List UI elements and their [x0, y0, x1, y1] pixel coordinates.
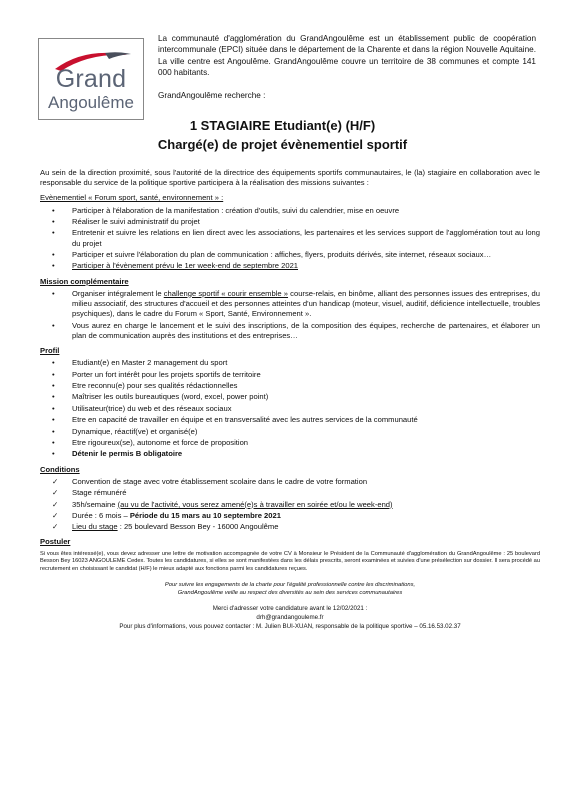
- intro-paragraph: La communauté d'agglomération du GrandAngoulême est un établissement public de coopération intercommunale (EPCI) située dans le département de la Charente et dans la région Nouvelle Aquitaine. La ville centre est Angoulême. GrandAngoulême couvre un territoire de 38 communes et compte 141 000 habitants.: [158, 34, 536, 77]
- postuler-paragraph: Si vous êtes intéressé(e), vous devez adresser une lettre de motivation accompagnée de votre CV à Monsieur le Président de la Communauté d'agglomération du GrandAngoulême : 25 boulevard Besson Bey 16023 ANGOULEME Cedex. Toutes les candidatures, si elles se sont manifestées dans les délais prescrits, seront examinées et suivies d'une présélection sur dossier. Il sera procédé au recrutement en choisissant le candidat (H/F) le mieux adapté aux fonctions parmi les candidatures reçues.: [40, 550, 540, 573]
- list-item: • Vous aurez en charge le lancement et le suivi des inscriptions, de la composition des équipes, recherche de partenaires, et élaborer un plan de communication auprès des institutions et des entreprises…: [52, 320, 540, 340]
- list-item: • Etre en capacité de travailler en équipe et en transversalité avec les autres services de la communauté: [52, 415, 418, 425]
- deadline-line: Merci d'adresser votre candidature avant le 12/02/2021 :: [212, 605, 368, 613]
- list-item: • Dynamique, réactif(ve) et organisé(e): [52, 426, 198, 436]
- list-item: • Maîtriser les outils bureautiques (word, excel, power point): [52, 392, 269, 402]
- check-icon: ✓: [52, 522, 59, 532]
- check-icon: ✓: [52, 476, 59, 486]
- list-item: • Participer à l'élaboration de la manifestation : création d'outils, suivi du calendrier, mise en oeuvre: [52, 205, 400, 215]
- context-paragraph: Au sein de la direction proximité, sous l'autorité de la directrice des équipements sportifs communautaires, le (la) stagiaire en collaboration avec le responsable du service de la politique sportive participera à la réalisation des missions suivantes :: [40, 168, 540, 188]
- list-item: • Réaliser le suivi administratif du projet: [52, 217, 200, 226]
- list-item: • Organiser intégralement le challenge sportif « courir ensemble » course-relais, en binôme, alliant des personnes issues des entreprises, du milieu associatif, des structures d'accueil et des personnes atteintes d'un handicap (moteur, visuel, auditif, déficience intellectuelle, troubles psychiques), dans le cadre du Forum « Sport, Santé, Environnement ».: [52, 288, 541, 319]
- email-link[interactable]: drh@grandangouleme.fr: [256, 613, 324, 621]
- info-line: Pour plus d'informations, vous pouvez contacter : M. Julien BUI-XUAN, responsable de la politique sportive – 05.16.53.02.37: [119, 622, 461, 630]
- recherche-line: GrandAngoulême recherche :: [158, 91, 266, 100]
- contact-block: [40, 605, 540, 631]
- list-item: • Utilisateur(trice) du web et des réseaux sociaux: [52, 403, 232, 413]
- list-item: • Etre reconnu(e) pour ses qualités rédactionnelles: [52, 380, 238, 390]
- list-item: • Participer et suivre l'élaboration du plan de communication : affiches, flyers, produits dérivés, site internet, réseaux sociaux…: [52, 249, 492, 259]
- list-item: • Etre rigoureux(se), autonome et force de proposition: [52, 437, 249, 447]
- conditions-list: [40, 477, 540, 533]
- list-item: • Participer à l'évènement prévu le 1er week-end de septembre 2021: [52, 261, 299, 271]
- mission-heading: Mission complémentaire: [40, 276, 129, 286]
- mission-list: [40, 289, 540, 341]
- check-icon: ✓: [52, 488, 59, 498]
- evenementiel-heading: Evènementiel « Forum sport, santé, environnement » :: [40, 193, 224, 203]
- profil-list: [40, 358, 540, 459]
- check-icon: ✓: [52, 499, 59, 509]
- evenementiel-list: [40, 206, 540, 272]
- grandangouleme-logo: [38, 38, 144, 120]
- conditions-heading: Conditions: [40, 464, 80, 474]
- logo-text-grand: Grand: [55, 65, 127, 93]
- logo-text-angouleme: Angoulême: [47, 93, 134, 112]
- check-icon: ✓: [52, 510, 59, 520]
- profil-heading: Profil: [40, 345, 60, 355]
- list-item: • Porter un fort intérêt pour les projets sportifs de territoire: [52, 369, 261, 379]
- job-title: 1 STAGIAIRE Etudiant(e) (H/F): [189, 118, 376, 133]
- list-item: • Entretenir et suivre les relations en lien direct avec les associations, les partenaires et les services support de l'agglomération tout au long du projet: [52, 228, 540, 248]
- postuler-heading: Postuler: [40, 537, 71, 547]
- list-item: • Etudiant(e) en Master 2 management du sport: [52, 358, 228, 368]
- job-subtitle: Chargé(e) de projet évènementiel sportif: [157, 137, 408, 152]
- charte-note: Pour suivre les engagements de la charte pour l'égalité professionnelle contre les discriminations, GrandAngoulême veille au respect des diversités au sein des services communautaires: [164, 581, 416, 596]
- list-item: ✓ 35h/semaine (au vu de l'activité, vous serez amené(e)s à travailler en soirée et/ou le week-end): [52, 499, 393, 509]
- list-item: ✓ Lieu du stage : 25 boulevard Besson Bey - 16000 Angoulême: [52, 522, 279, 532]
- list-item: ✓ Stage rémunéré: [52, 488, 127, 498]
- offer-body: [40, 168, 540, 631]
- list-item: ✓ Durée : 6 mois – Période du 15 mars au 10 septembre 2021: [52, 510, 281, 520]
- list-item: • Détenir le permis B obligatoire: [52, 449, 183, 459]
- list-item: ✓ Convention de stage avec votre établissement scolaire dans le cadre de votre formation: [52, 476, 368, 486]
